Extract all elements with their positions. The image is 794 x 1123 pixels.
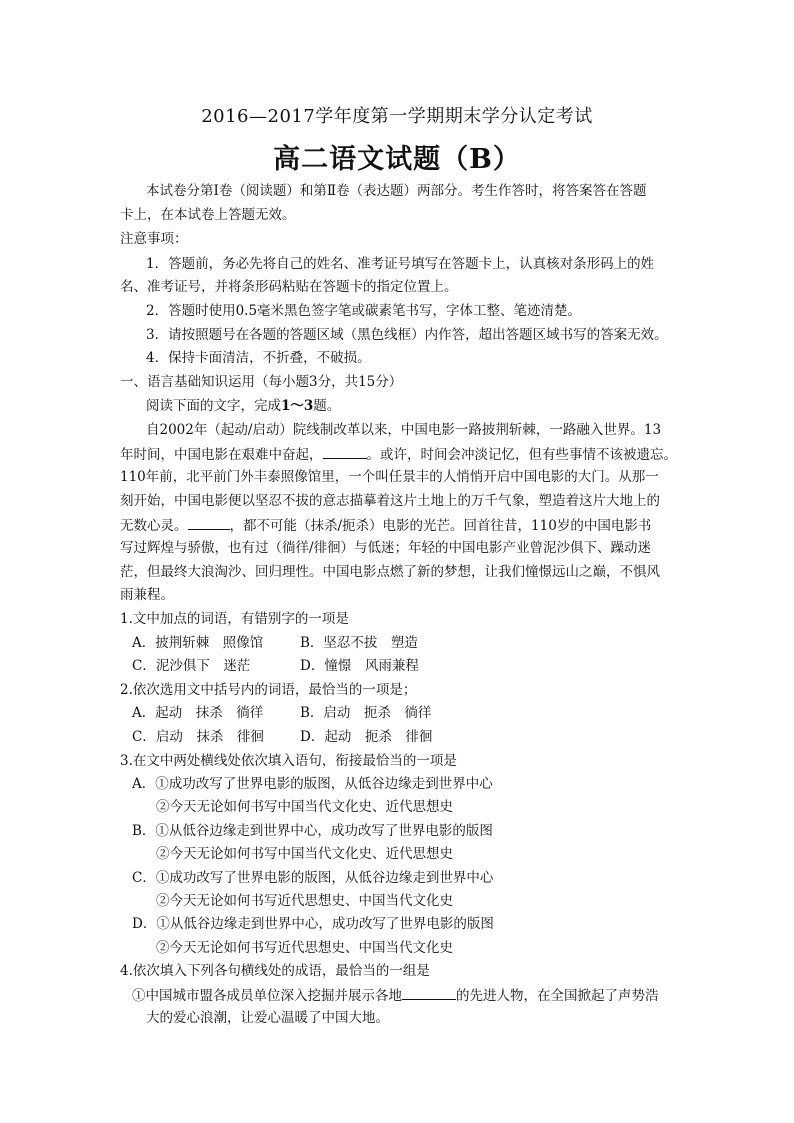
question-range: 1～3: [281, 398, 314, 414]
question-1-stem: 1.文中加点的词语，有错别字的一项是: [120, 611, 349, 627]
note-2: 2．答题时使用0.5毫米黑色签字笔或碳素笔书写，字体工整、笔迹清楚。: [146, 303, 582, 319]
question-3-option-b-line-2: ②今天无论如何书写中国当代文化史、近代思想史: [156, 846, 453, 862]
passage-line-1: 自2002年（起动/启动）院线制改革以来，中国电影一路披荆斩棘，一路融入世界。13: [146, 422, 662, 438]
question-3-option-c-line-1: C．①成功改写了世界电影的版图，从低谷边缘走到世界中心: [132, 870, 494, 886]
sentence-text: 的先进人物，在全国掀起了声势浩: [456, 988, 659, 1004]
intro-line-2: 卡上，在本试卷上答题无效。: [120, 207, 296, 223]
sentence-text: ①中国城市盟各成员单位深入挖掘并展示各地: [132, 988, 402, 1004]
question-2-stem: 2.依次选用文中括号内的词语，最恰当的一项是；: [120, 682, 417, 698]
passage-text: 年时间，中国电影在艰难中奋起，: [120, 447, 323, 463]
question-2-option-a: A．起动 抹杀 徜徉: [132, 705, 264, 721]
question-3-option-c-line-2: ②今天无论如何书写近代思想史、中国当代文化史: [156, 893, 453, 909]
question-2-option-c: C．启动 抹杀 徘徊: [132, 729, 264, 745]
section-1-heading: 一、语言基础知识运用（每小题3分，共15分）: [120, 374, 403, 390]
question-2-option-b: B．启动 扼杀 徜徉: [300, 705, 432, 721]
note-1-line-2: 名、准考证号，并将条形码粘贴在答题卡的指定位置上。: [120, 279, 458, 295]
exam-header-title: 2016—2017学年度第一学期期末学分认定考试: [201, 106, 593, 127]
exam-subject-title: 高二语文试题（B）: [273, 144, 521, 175]
question-1-option-b: B．坚忍不拔 塑造: [300, 635, 418, 651]
instruction-end: 题。: [313, 398, 341, 414]
question-3-option-b-line-1: B．①从低谷边缘走到世界中心，成功改写了世界电影的版图: [132, 823, 493, 839]
reading-instruction: [146, 396, 340, 416]
passage-line-2: [120, 444, 677, 465]
fill-blank-1: [323, 444, 367, 459]
question-1-option-d: D．憧憬 风雨兼程: [300, 658, 419, 674]
question-3-stem: 3.在文中两处横线处依次填入语句，衔接最恰当的一项是: [120, 753, 457, 769]
question-3-option-a-line-1: A．①成功改写了世界电影的版图，从低谷边缘走到世界中心: [132, 776, 493, 792]
intro-line-1: 本试卷分第Ⅰ卷（阅读题）和第Ⅱ卷（表达题）两部分。考生作答时，将答案答在答题: [146, 183, 647, 199]
passage-text: 无数心灵。: [120, 518, 188, 534]
passage-line-5: [120, 515, 651, 536]
question-3-option-d-line-1: D．①从低谷边缘走到世界中心，成功改写了世界电影的版图: [132, 916, 494, 932]
question-1-option-c: C．泥沙俱下 迷茫: [132, 658, 251, 674]
passage-text: 。或许，时间会冲淡记忆，但有些事情不该被遗忘。: [366, 447, 677, 463]
notes-heading: 注意事项：: [120, 231, 188, 247]
question-4-sentence-1-line-1: [132, 985, 659, 1006]
question-4-sentence-1-line-2: 大的爱心浪潮，让爱心温暖了中国大地。: [146, 1010, 389, 1026]
passage-line-4: 刻开始，中国电影便以坚忍不拔的意志描摹着这片土地上的万千气象，塑造着这片大地上的: [120, 493, 660, 509]
note-3: 3．请按照题号在各题的答题区域（黑色线框）内作答，超出答题区域书写的答案无效。: [146, 327, 668, 343]
passage-line-6: 写过辉煌与骄傲，也有过（徜徉/徘徊）与低迷；年轻的中国电影产业曾泥沙俱下、躁动迷: [120, 540, 652, 556]
fill-blank-3: [402, 985, 456, 1000]
fill-blank-2: [188, 515, 230, 530]
passage-line-3: 110年前，北平前门外丰泰照像馆里，一个叫任景丰的人悄悄开启中国电影的大门。从那一: [120, 469, 659, 485]
note-1-line-1: 1．答题前，务必先将自己的姓名、准考证号填写在答题卡上，认真核对条形码上的姓: [146, 256, 655, 272]
passage-text: ，都不可能（抹杀/扼杀）电影的光芒。回首往昔，110岁的中国电影书: [229, 518, 652, 534]
question-2-option-d: D．起动 扼杀 徘徊: [300, 729, 433, 745]
question-3-option-a-line-2: ②今天无论如何书写中国当代文化史、近代思想史: [156, 799, 453, 815]
passage-line-7: 茫，但最终大浪淘沙、回归理性。中国电影点燃了新的梦想，让我们憧憬远山之巅，不惧风: [120, 564, 660, 580]
passage-line-8: 雨兼程。: [120, 587, 174, 603]
question-3-option-d-line-2: ②今天无论如何书写近代思想史、中国当代文化史: [156, 940, 453, 956]
question-1-option-a: A．披荆斩棘 照像馆: [132, 635, 264, 651]
note-4: 4．保持卡面清洁，不折叠，不破损。: [146, 350, 371, 366]
question-4-stem: 4.依次填入下列各句横线处的成语，最恰当的一组是: [120, 963, 430, 979]
instruction-text: 阅读下面的文字，完成: [146, 398, 281, 414]
